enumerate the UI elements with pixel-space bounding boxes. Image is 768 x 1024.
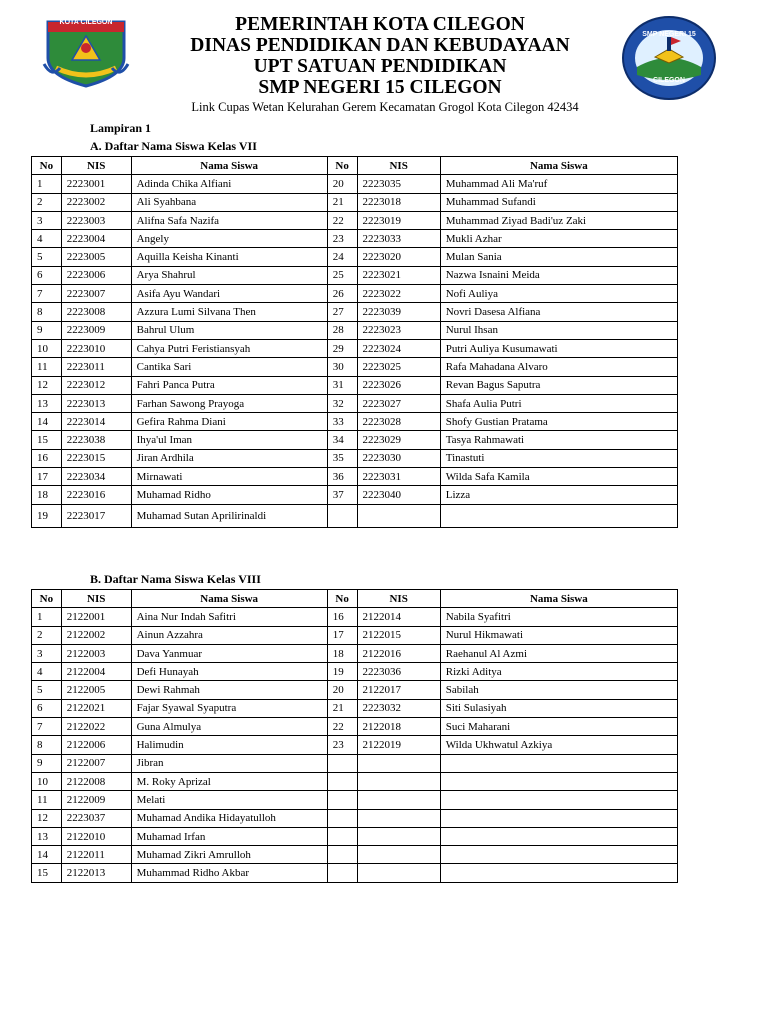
table-row — [32, 754, 678, 772]
header-no: No — [327, 590, 357, 608]
cell-no: 14 — [32, 846, 62, 864]
cell-nis: 2223032 — [357, 699, 440, 717]
table-row — [32, 772, 678, 790]
header-nis: NIS — [357, 157, 440, 175]
cell-no: 6 — [32, 266, 62, 284]
cell-nis: 2223030 — [357, 449, 440, 467]
header-nama-siswa: Nama Siswa — [131, 157, 327, 175]
table-row — [32, 285, 678, 303]
cell-nama-siswa: Jiran Ardhila — [131, 449, 327, 467]
table-row — [32, 211, 678, 229]
cell-nama-siswa: Melati — [131, 791, 327, 809]
cell-no — [327, 772, 357, 790]
cell-nama-siswa: Azzura Lumi Silvana Then — [131, 303, 327, 321]
cell-no: 31 — [327, 376, 357, 394]
section-a-title: A. Daftar Nama Siswa Kelas VII — [90, 139, 257, 153]
cell-nama-siswa: Asifa Ayu Wandari — [131, 285, 327, 303]
cell-no: 30 — [327, 358, 357, 376]
cell-nama-siswa — [440, 846, 677, 864]
cell-no: 18 — [327, 644, 357, 662]
cell-no: 17 — [327, 626, 357, 644]
cell-nis: 2223010 — [61, 339, 131, 357]
cell-nama-siswa: Muhammad Ziyad Badi'uz Zaki — [440, 211, 677, 229]
cell-nis: 2122008 — [61, 772, 131, 790]
cell-no: 20 — [327, 681, 357, 699]
cell-nis: 2122002 — [61, 626, 131, 644]
cell-nama-siswa: Ihya'ul Iman — [131, 431, 327, 449]
cell-no — [327, 791, 357, 809]
cell-no: 1 — [32, 175, 62, 193]
cell-nama-siswa: Farhan Sawong Prayoga — [131, 394, 327, 412]
cell-nama-siswa — [440, 772, 677, 790]
cell-nis: 2223005 — [61, 248, 131, 266]
cell-nis: 2223017 — [61, 504, 131, 527]
cell-no: 18 — [32, 486, 62, 504]
cell-nama-siswa: Wilda Safa Kamila — [440, 468, 677, 486]
cell-nis: 2223037 — [61, 809, 131, 827]
cell-nis: 2122004 — [61, 663, 131, 681]
cell-nis: 2223022 — [357, 285, 440, 303]
cell-nis: 2122009 — [61, 791, 131, 809]
header-no: No — [32, 157, 62, 175]
cell-nis: 2122013 — [61, 864, 131, 882]
header-nama-siswa: Nama Siswa — [440, 590, 677, 608]
cell-nama-siswa — [440, 809, 677, 827]
cell-nis: 2223033 — [357, 230, 440, 248]
cell-nama-siswa: Fahri Panca Putra — [131, 376, 327, 394]
cell-nis: 2122011 — [61, 846, 131, 864]
cell-nama-siswa: Mulan Sania — [440, 248, 677, 266]
cell-no: 10 — [32, 772, 62, 790]
cell-no — [327, 864, 357, 882]
smp-negeri-15-logo — [621, 15, 717, 101]
cell-no: 22 — [327, 211, 357, 229]
cell-no: 22 — [327, 718, 357, 736]
cell-no: 4 — [32, 230, 62, 248]
cell-nis: 2223003 — [61, 211, 131, 229]
cell-no: 4 — [32, 663, 62, 681]
cell-nis — [357, 846, 440, 864]
cell-nis: 2223031 — [357, 468, 440, 486]
table-row — [32, 663, 678, 681]
cell-nama-siswa: Muhamad Andika Hidayatulloh — [131, 809, 327, 827]
header-nis: NIS — [61, 157, 131, 175]
cell-nis: 2223011 — [61, 358, 131, 376]
cell-nis — [357, 504, 440, 527]
cell-nama-siswa: Nofi Auliya — [440, 285, 677, 303]
cell-nis: 2122021 — [61, 699, 131, 717]
table-row — [32, 449, 678, 467]
cell-nis: 2223014 — [61, 413, 131, 431]
table-row — [32, 468, 678, 486]
cell-nama-siswa: Nurul Ihsan — [440, 321, 677, 339]
cell-nis: 2223024 — [357, 339, 440, 357]
cell-nama-siswa: Muhamad Sutan Aprilirinaldi — [131, 504, 327, 527]
cell-no: 29 — [327, 339, 357, 357]
cell-no: 15 — [32, 864, 62, 882]
cell-nis — [357, 754, 440, 772]
cell-nama-siswa: Adinda Chika Alfiani — [131, 175, 327, 193]
cell-nama-siswa: Shafa Aulia Putri — [440, 394, 677, 412]
cell-nama-siswa: Muhammad Ridho Akbar — [131, 864, 327, 882]
cell-nis: 2223018 — [357, 193, 440, 211]
table-row — [32, 809, 678, 827]
table-row — [32, 266, 678, 284]
cell-no: 27 — [327, 303, 357, 321]
cell-no: 10 — [32, 339, 62, 357]
cell-nis: 2122014 — [357, 608, 440, 626]
header-no: No — [327, 157, 357, 175]
cell-no: 19 — [32, 504, 62, 527]
cell-nis: 2122001 — [61, 608, 131, 626]
table-header-row — [32, 590, 678, 608]
cell-nama-siswa: Aquilla Keisha Kinanti — [131, 248, 327, 266]
cell-nama-siswa: Dava Yanmuar — [131, 644, 327, 662]
cell-nis: 2223021 — [357, 266, 440, 284]
cell-nama-siswa: Lizza — [440, 486, 677, 504]
cell-no: 7 — [32, 285, 62, 303]
cell-nis: 2223023 — [357, 321, 440, 339]
cell-nama-siswa: Jibran — [131, 754, 327, 772]
cell-no: 24 — [327, 248, 357, 266]
cell-nama-siswa: Muhamad Irfan — [131, 827, 327, 845]
cell-no: 1 — [32, 608, 62, 626]
cell-nis: 2122010 — [61, 827, 131, 845]
cell-nis: 2223004 — [61, 230, 131, 248]
table-row — [32, 718, 678, 736]
cell-no: 12 — [32, 376, 62, 394]
cell-no — [327, 827, 357, 845]
cell-nama-siswa: Sabilah — [440, 681, 677, 699]
cell-nis: 2223002 — [61, 193, 131, 211]
cell-nis: 2223009 — [61, 321, 131, 339]
cell-nis: 2223026 — [357, 376, 440, 394]
header-nama-siswa: Nama Siswa — [440, 157, 677, 175]
cell-no: 3 — [32, 644, 62, 662]
table-row — [32, 486, 678, 504]
cell-nama-siswa: Rizki Aditya — [440, 663, 677, 681]
cell-no: 23 — [327, 230, 357, 248]
cell-nis: 2223028 — [357, 413, 440, 431]
cell-nis: 2122016 — [357, 644, 440, 662]
table-row — [32, 248, 678, 266]
cell-nama-siswa: Novri Dasesa Alfiana — [440, 303, 677, 321]
cell-nama-siswa: M. Roky Aprizal — [131, 772, 327, 790]
cell-no: 7 — [32, 718, 62, 736]
cell-nama-siswa: Cahya Putri Feristiansyah — [131, 339, 327, 357]
cell-nis: 2122015 — [357, 626, 440, 644]
cell-no: 11 — [32, 791, 62, 809]
cell-nis: 2122022 — [61, 718, 131, 736]
cell-no: 37 — [327, 486, 357, 504]
table-row — [32, 339, 678, 357]
cell-nama-siswa: Gefira Rahma Diani — [131, 413, 327, 431]
cell-nama-siswa: Shofy Gustian Pratama — [440, 413, 677, 431]
cell-nis — [357, 809, 440, 827]
cell-nis: 2223025 — [357, 358, 440, 376]
student-table-grade-7 — [31, 156, 678, 528]
cell-no: 20 — [327, 175, 357, 193]
cell-no: 23 — [327, 736, 357, 754]
cell-no: 9 — [32, 754, 62, 772]
cell-nama-siswa: Raehanul Al Azmi — [440, 644, 677, 662]
cell-nama-siswa: Angely — [131, 230, 327, 248]
cell-no: 28 — [327, 321, 357, 339]
cell-nis: 2223016 — [61, 486, 131, 504]
cell-nis: 2122003 — [61, 644, 131, 662]
cell-no: 21 — [327, 193, 357, 211]
cell-nis: 2223040 — [357, 486, 440, 504]
cell-nama-siswa — [440, 791, 677, 809]
cell-nis: 2223015 — [61, 449, 131, 467]
table-row — [32, 394, 678, 412]
cell-no — [327, 754, 357, 772]
cell-nis: 2223019 — [357, 211, 440, 229]
cell-nis: 2223036 — [357, 663, 440, 681]
cell-nama-siswa: Putri Auliya Kusumawati — [440, 339, 677, 357]
cell-nama-siswa: Wilda Ukhwatul Azkiya — [440, 736, 677, 754]
cell-no: 15 — [32, 431, 62, 449]
cell-nama-siswa: Nabila Syafitri — [440, 608, 677, 626]
cell-nis: 2122019 — [357, 736, 440, 754]
table-row — [32, 846, 678, 864]
cell-nama-siswa: Muhamad Ridho — [131, 486, 327, 504]
cell-nis: 2122017 — [357, 681, 440, 699]
cell-nama-siswa: Tinastuti — [440, 449, 677, 467]
table-row — [32, 608, 678, 626]
table-row — [32, 193, 678, 211]
cell-nis — [357, 772, 440, 790]
cell-nama-siswa: Muhamad Zikri Amrulloh — [131, 846, 327, 864]
logo-right-text-bottom: CILEGON — [653, 77, 685, 84]
cell-nis — [357, 864, 440, 882]
cell-no: 16 — [32, 449, 62, 467]
cell-nis: 2223001 — [61, 175, 131, 193]
cell-no: 14 — [32, 413, 62, 431]
cell-nama-siswa — [440, 864, 677, 882]
cell-nama-siswa: Cantika Sari — [131, 358, 327, 376]
cell-nama-siswa: Aina Nur Indah Safitri — [131, 608, 327, 626]
header-nis: NIS — [61, 590, 131, 608]
table-header-row — [32, 157, 678, 175]
cell-no: 13 — [32, 394, 62, 412]
cell-nama-siswa — [440, 827, 677, 845]
cell-no: 19 — [327, 663, 357, 681]
header-nama-siswa: Nama Siswa — [131, 590, 327, 608]
cell-nis: 2223007 — [61, 285, 131, 303]
table-row — [32, 626, 678, 644]
cell-nama-siswa: Siti Sulasiyah — [440, 699, 677, 717]
cell-nama-siswa: Halimudin — [131, 736, 327, 754]
table-row — [32, 644, 678, 662]
cell-nis: 2223008 — [61, 303, 131, 321]
cell-nama-siswa: Bahrul Ulum — [131, 321, 327, 339]
logo-right-text-top: SMP NEGERI 15 — [642, 31, 696, 38]
cell-nama-siswa: Alifna Safa Nazifa — [131, 211, 327, 229]
cell-nis: 2223029 — [357, 431, 440, 449]
cell-nama-siswa: Tasya Rahmawati — [440, 431, 677, 449]
table-row — [32, 736, 678, 754]
cell-no: 16 — [327, 608, 357, 626]
cell-nama-siswa: Ali Syahbana — [131, 193, 327, 211]
cell-no: 25 — [327, 266, 357, 284]
cell-no: 2 — [32, 193, 62, 211]
cell-no: 3 — [32, 211, 62, 229]
header-line-government: PEMERINTAH KOTA CILEGON — [235, 14, 525, 35]
cell-no: 21 — [327, 699, 357, 717]
cell-no: 12 — [32, 809, 62, 827]
cell-nis — [357, 827, 440, 845]
cell-no: 34 — [327, 431, 357, 449]
letterhead — [140, 14, 620, 98]
table-row — [32, 413, 678, 431]
cell-nis: 2223027 — [357, 394, 440, 412]
table-row — [32, 431, 678, 449]
cell-nis: 2223038 — [61, 431, 131, 449]
cell-nama-siswa — [440, 754, 677, 772]
cell-nama-siswa: Rafa Mahadana Alvaro — [440, 358, 677, 376]
logo-left-text: KOTA CILEGON — [59, 19, 113, 26]
cell-nama-siswa: Nurul Hikmawati — [440, 626, 677, 644]
cell-no: 6 — [32, 699, 62, 717]
cell-nis: 2223013 — [61, 394, 131, 412]
cell-no: 35 — [327, 449, 357, 467]
cell-no: 26 — [327, 285, 357, 303]
header-no: No — [32, 590, 62, 608]
cell-nama-siswa: Arya Shahrul — [131, 266, 327, 284]
cell-no — [327, 809, 357, 827]
header-line-department: DINAS PENDIDIKAN DAN KEBUDAYAAN — [190, 35, 570, 56]
cell-no: 8 — [32, 303, 62, 321]
cell-no: 9 — [32, 321, 62, 339]
table-row — [32, 827, 678, 845]
cell-nama-siswa: Mirnawati — [131, 468, 327, 486]
student-table-grade-8 — [31, 589, 678, 883]
kota-cilegon-logo — [42, 18, 130, 88]
cell-no: 5 — [32, 248, 62, 266]
header-line-unit: UPT SATUAN PENDIDIKAN — [253, 56, 507, 77]
table-row — [32, 175, 678, 193]
cell-no: 33 — [327, 413, 357, 431]
table-row — [32, 321, 678, 339]
cell-nis: 2223006 — [61, 266, 131, 284]
cell-nis — [357, 791, 440, 809]
cell-nama-siswa: Defi Hunayah — [131, 663, 327, 681]
cell-nama-siswa: Fajar Syawal Syaputra — [131, 699, 327, 717]
section-b-title: B. Daftar Nama Siswa Kelas VIII — [90, 572, 261, 586]
school-address: Link Cupas Wetan Kelurahan Gerem Kecamatan Grogol Kota Cilegon 42434 — [191, 100, 579, 114]
cell-no: 11 — [32, 358, 62, 376]
cell-nis: 2223020 — [357, 248, 440, 266]
cell-no: 8 — [32, 736, 62, 754]
cell-nama-siswa: Ainun Azzahra — [131, 626, 327, 644]
cell-no: 2 — [32, 626, 62, 644]
cell-no — [327, 846, 357, 864]
cell-nama-siswa: Revan Bagus Saputra — [440, 376, 677, 394]
cell-nis: 2223012 — [61, 376, 131, 394]
cell-no: 17 — [32, 468, 62, 486]
cell-no: 36 — [327, 468, 357, 486]
table-row — [32, 376, 678, 394]
cell-nis: 2223035 — [357, 175, 440, 193]
cell-no: 32 — [327, 394, 357, 412]
table-row — [32, 681, 678, 699]
lampiran-label: Lampiran 1 — [90, 121, 152, 135]
table-row — [32, 791, 678, 809]
table-row — [32, 358, 678, 376]
cell-nis: 2122007 — [61, 754, 131, 772]
cell-nis: 2223039 — [357, 303, 440, 321]
cell-nama-siswa: Nazwa Isnaini Meida — [440, 266, 677, 284]
cell-nama-siswa: Muhammad Sufandi — [440, 193, 677, 211]
cell-nama-siswa: Mukli Azhar — [440, 230, 677, 248]
cell-no: 13 — [32, 827, 62, 845]
cell-nis: 2122018 — [357, 718, 440, 736]
cell-nama-siswa: Muhammad Ali Ma'ruf — [440, 175, 677, 193]
cell-nis: 2122006 — [61, 736, 131, 754]
table-row — [32, 230, 678, 248]
cell-nama-siswa: Suci Maharani — [440, 718, 677, 736]
cell-nama-siswa: Guna Almulya — [131, 718, 327, 736]
table-row — [32, 504, 678, 527]
cell-nis: 2223034 — [61, 468, 131, 486]
cell-no — [327, 504, 357, 527]
cell-nama-siswa: Dewi Rahmah — [131, 681, 327, 699]
cell-nis: 2122005 — [61, 681, 131, 699]
cell-no: 5 — [32, 681, 62, 699]
table-row — [32, 864, 678, 882]
table-row — [32, 303, 678, 321]
table-row — [32, 699, 678, 717]
cell-nama-siswa — [440, 504, 677, 527]
header-nis: NIS — [357, 590, 440, 608]
header-line-school: SMP NEGERI 15 CILEGON — [258, 77, 502, 98]
